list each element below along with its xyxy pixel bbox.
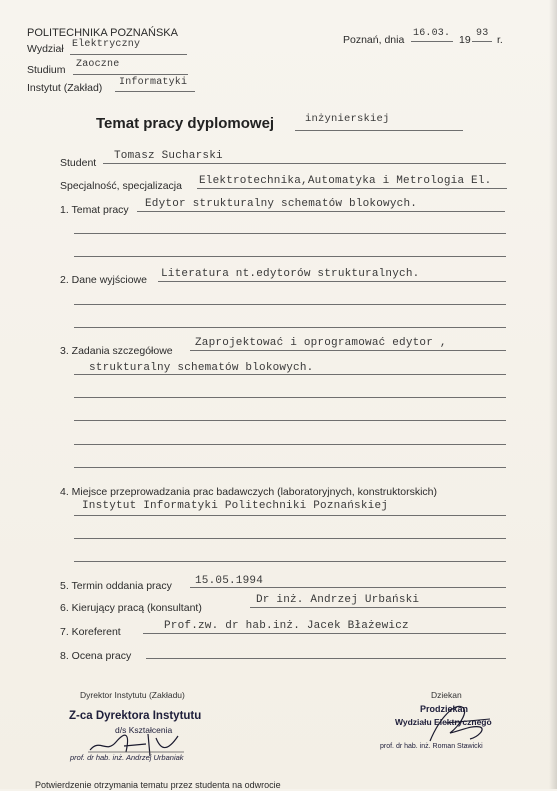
faculty-value: Elektryczny [72, 39, 141, 50]
dean-stamp-title: Prodziekan [420, 704, 469, 714]
specialization-value: Elektrotechnika,Automatyka i Metrologia El. [199, 175, 492, 187]
tasks-value-line1: Zaprojektować i oprogramować edytor , [195, 337, 447, 349]
study-line [73, 74, 188, 75]
input-data-line [158, 281, 506, 282]
date-value: 16.03. [413, 28, 451, 39]
topic-label: 1. Temat pracy [60, 204, 129, 216]
date-line [411, 41, 453, 42]
tasks-extra-line [74, 397, 506, 398]
faculty-line [70, 54, 187, 55]
institute-label: Instytut (Zakład) [27, 82, 103, 94]
input-data-label: 2. Dane wyjściowe [60, 274, 147, 286]
deadline-label: 5. Termin oddania pracy [60, 580, 172, 592]
specialization-label: Specjalność, specjalizacja [60, 180, 182, 192]
study-label: Studium [27, 64, 66, 76]
place-extra-line [74, 561, 506, 562]
input-data-extra-line [74, 304, 506, 305]
study-value: Zaoczne [76, 59, 120, 70]
dean-stamp-subtitle: Wydziału Elektrycznego [395, 717, 492, 727]
place-extra-line [74, 538, 506, 539]
reviewer-label: 7. Koreferent [60, 626, 121, 638]
director-signature [86, 728, 186, 760]
university-name: POLITECHNIKA POZNAŃSKA [27, 27, 178, 39]
input-data-value: Literatura nt.edytorów strukturalnych. [161, 268, 420, 280]
student-value: Tomasz Sucharski [114, 150, 223, 162]
grade-label: 8. Ocena pracy [60, 650, 132, 662]
institute-value: Informatyki [119, 77, 188, 88]
input-data-extra-line [74, 327, 506, 328]
document-title: Temat pracy dyplomowej [96, 115, 275, 132]
supervisor-line [250, 607, 506, 608]
year-suffix: r. [497, 34, 503, 46]
topic-extra-line [74, 256, 506, 257]
place-date-label: Poznań, dnia [343, 34, 405, 46]
student-label: Student [60, 157, 97, 169]
thesis-type-value: inżynierskiej [305, 113, 390, 125]
topic-value: Edytor strukturalny schematów blokowych. [145, 198, 418, 210]
topic-extra-line [74, 233, 506, 234]
student-line [103, 163, 506, 164]
footer-note: Potwierdzenie otrzymania tematu przez studenta na odwrocie [35, 780, 281, 790]
tasks-label: 3. Zadania szczegółowe [60, 345, 173, 357]
director-title: Dyrektor Instytutu (Zakładu) [80, 690, 185, 700]
tasks-line [190, 350, 506, 351]
year-line [472, 41, 492, 42]
tasks-value-line2: strukturalny schematów blokowych. [89, 362, 314, 374]
director-stamp-title: Z-ca Dyrektora Instytutu [69, 710, 202, 722]
reviewer-value: Prof.zw. dr hab.inż. Jacek Błażewicz [164, 620, 409, 632]
topic-line [137, 211, 505, 212]
page-shadow-edge [549, 0, 557, 789]
year-value: 93 [476, 28, 489, 39]
place-label: 4. Miejsce przeprowadzania prac badawczych (laboratoryjnych, konstruktorskich) [60, 486, 437, 498]
deadline-line [190, 587, 506, 588]
supervisor-label: 6. Kierujący pracą (konsultant) [60, 602, 202, 614]
director-stamp-name: prof. dr hab. inż. Andrzej Urbaniak [70, 753, 184, 762]
reviewer-line [143, 633, 506, 634]
dean-title: Dziekan [431, 690, 462, 700]
year-prefix: 19 [459, 34, 471, 46]
supervisor-value: Dr inż. Andrzej Urbański [256, 594, 420, 606]
faculty-label: Wydział [27, 43, 64, 55]
director-stamp-subtitle: d/s Kształcenia [115, 725, 173, 735]
specialization-line [197, 188, 507, 189]
deadline-value: 15.05.1994 [195, 575, 264, 587]
grade-line [146, 658, 506, 659]
tasks-extra-line [74, 374, 506, 375]
tasks-extra-line [74, 420, 506, 421]
tasks-extra-line [74, 467, 506, 468]
dean-stamp-name: prof. dr hab. inż. Roman Stawicki [380, 743, 483, 750]
place-value: Instytut Informatyki Politechniki Poznańskiej [82, 500, 389, 512]
thesis-type-line [295, 130, 463, 131]
dean-signature [400, 697, 510, 747]
institute-line [115, 91, 195, 92]
tasks-extra-line [74, 444, 506, 445]
place-line [74, 515, 506, 516]
